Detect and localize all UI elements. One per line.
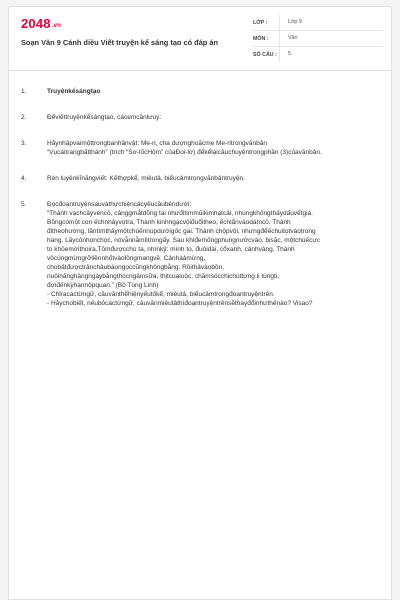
question-line: Đọcđoạntruyệnsauvàthựchiệncácyêucầubêndưới: xyxy=(47,201,192,208)
header-divider xyxy=(9,70,391,71)
question-text xyxy=(47,200,373,308)
sub-question-line: - Hãychobiết, nếubỏcáctừngữ, câuvănmiêutảthìđoạntruyệntrênsẽthayđổinhưthếnào? Visao? xyxy=(47,300,313,307)
document-title: Soạn Văn 9 Cánh diều Viết truyện kể sáng tạo có đáp án xyxy=(21,38,218,47)
question-line: Rèn luyệnkĩnăngviết: Kếthợpkể, miêutả, biểucảmtrongvănbảntruyện. xyxy=(47,175,245,182)
meta-row-question-count xyxy=(253,47,383,62)
meta-value: 5 xyxy=(279,47,383,62)
document-page xyxy=(8,6,392,600)
passage-line: đợiđếnkỳhạnnộpquan.” (Bồ Tùng Linh) xyxy=(47,282,159,289)
passage-line: nuôinấnghângngàybằngthócngămsữa, thịtcualuộc, chămsócchichúttừng li tùngti, xyxy=(47,273,280,280)
question-text xyxy=(47,113,373,122)
meta-label: LỚP : xyxy=(253,19,268,26)
meta-row-class xyxy=(253,15,383,31)
question-text xyxy=(47,174,373,183)
passage-line: “Thành vạchcâyvéncỏ, cânggmắtdõng tai nhưđitìmmũikimhạtcải, nhungkhôngthấydấuvếtgiá. xyxy=(47,210,313,217)
question-number: 3. xyxy=(21,140,27,147)
meta-label: MÔN : xyxy=(253,35,269,42)
question-item xyxy=(21,200,373,308)
meta-value: Lớp 9 xyxy=(279,15,383,30)
site-logo[interactable] xyxy=(21,16,61,31)
question-number: 2. xyxy=(21,114,27,121)
passage-line: vôcùngmừngrỡliềnnhốtvàolồngmangvề. Cảnhàảmừng, xyxy=(47,255,206,262)
logo-text: 2048 xyxy=(21,16,51,31)
question-text xyxy=(47,139,373,157)
logo-suffix: .vn xyxy=(51,23,62,29)
question-item xyxy=(21,139,373,157)
question-line: Truyệnkểsángtạo xyxy=(47,88,101,95)
passage-line: Bõngcómột con ếchnhảyvọtra, Thành kinhngạcvộiđuổitheo, ếchlẩnvàodámcỏ. Thành xyxy=(47,219,291,226)
question-list xyxy=(21,87,373,325)
question-line: “Vụcáitrangbấtthành” (trích “Sơ-lốcHôm” củaĐoi-lơ) đểkểlạicâuchuyệntrongphần (3)củavănbản. xyxy=(47,149,322,156)
question-number: 5. xyxy=(21,201,27,208)
sub-question-line: - Chỉracáctừngữ, câuvănthểhiệnyếutốkể, miêutả, biểucảmtrongđoạntruyệntrên. xyxy=(47,291,275,298)
meta-table xyxy=(253,15,383,62)
passage-line: to khỏemớithoira.Tômđượcchú ta, nhìnkỹ: mình to, đuôidài, cổxanh, cánhvàng. Thành xyxy=(47,246,295,253)
question-number: 1. xyxy=(21,88,27,95)
meta-value: Văn xyxy=(279,31,383,46)
question-line: Hãynhậpvaimộttrongbanhânvật: Me-ri, cha dượnghoặcmẹ Me-ritrongvănbản xyxy=(47,140,267,147)
meta-label: SỐ CÂU : xyxy=(253,51,277,58)
question-item xyxy=(21,113,373,122)
question-item xyxy=(21,174,373,183)
meta-row-subject xyxy=(253,31,383,47)
question-line: Đểviếttruyệnkểsángtạo, cácemcầnlưuý: xyxy=(47,114,162,121)
question-number: 4. xyxy=(21,175,27,182)
passage-line: đitheohướng, lầntìmthấymộtchúếnnúpdướigốc gai. Thành chộpvội, nhưngđểếchuitọtvàotrong xyxy=(47,228,316,235)
passage-line: hang. Lấycỏnhọnchọc, nóvẫnnằmlìtrongấy. Sau khiđemốngphungnướcvào, bịsặc, mộtchúếcực xyxy=(47,237,321,244)
question-text xyxy=(47,87,373,96)
question-item xyxy=(21,87,373,96)
passage-line: chobấtđượctrânchâubáongọccũngkhôngbằng. Rồithảvàobồn, xyxy=(47,264,225,271)
document-header xyxy=(9,7,391,69)
